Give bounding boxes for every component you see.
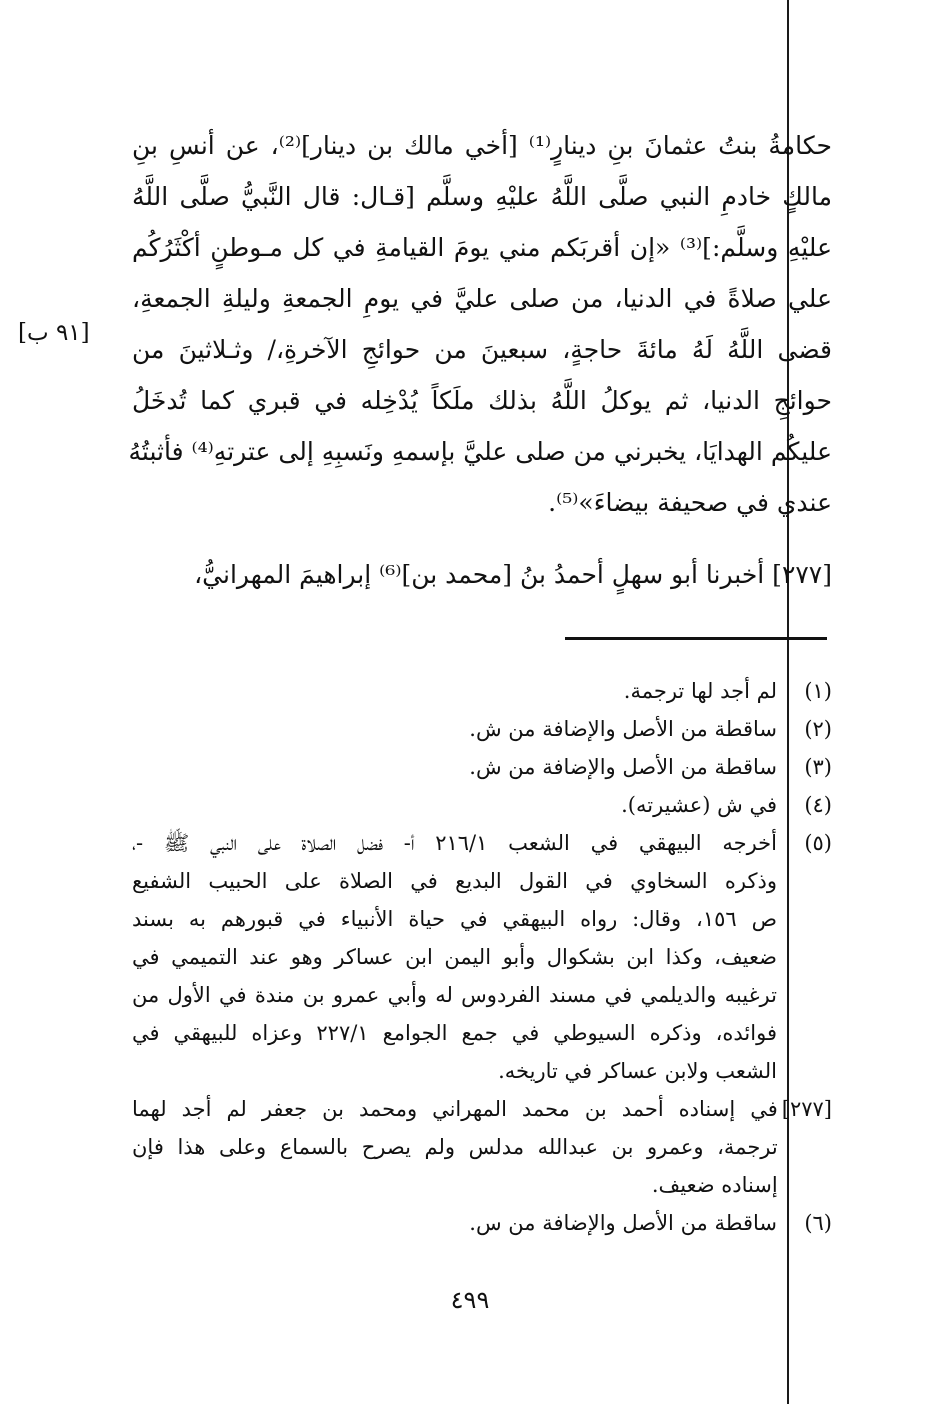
- main-text-line: عليكُم الهدايَا، يخبرني من صلى عليَّ بإسمهِ ونَسبِهِ إلى عترتهِ⁽⁴⁾ فأثبتُهُ: [128, 437, 832, 466]
- main-text-line: عندي في صحيفة بيضاءَ»⁽⁵⁾.: [548, 488, 832, 517]
- footnote-text: في ش (عشيرته).: [621, 793, 777, 817]
- footnote-3: [132, 748, 832, 786]
- footnote-5: [132, 824, 832, 1090]
- main-text-line: قضى اللَّهُ لَهُ مائةَ حاجةٍ، سبعينَ من حوائجِ الآخرةِ،/ وثـلاثينَ من: [132, 335, 832, 364]
- footnote-text: الشعب ولابن عساكر في تاريخه.: [498, 1059, 777, 1083]
- footnote-number: (٤): [804, 793, 832, 817]
- footnotes-section: [132, 672, 832, 1242]
- footnote-text: ساقطة من الأصل والإضافة من ش.: [469, 755, 777, 779]
- main-text-line: مالكٍ خادمِ النبي صلَّى اللَّهُ عليْهِ وسلَّم [قـال: قال النَّبيُّ صلَّى اللَّهُ: [132, 182, 832, 211]
- footnote-divider: [565, 637, 827, 640]
- main-text-line: حوائجِ الدنيا، ثم يوكلُ اللَّهُ بذلك ملَكاً يُدْخِله في قبري كما تُدخَلُ: [132, 386, 832, 415]
- footnote-number: (١): [804, 679, 832, 703]
- footnote-text: إسناده ضعيف.: [651, 1173, 778, 1197]
- footnote-text: لم أجد لها ترجمة.: [623, 679, 777, 703]
- footnote-2: [132, 710, 832, 748]
- footnote-4: [132, 786, 832, 824]
- footnote-number: (٣): [804, 755, 832, 779]
- footnote-text: ص ١٥٦، وقال: رواه البيهقي في حياة الأنبياء في قبورهم به بسند: [132, 907, 777, 931]
- footnote-number: (٥): [804, 831, 832, 855]
- footnote-1: [132, 672, 832, 710]
- footnote-number: [٢٧٧]: [781, 1097, 832, 1121]
- footnote-text: ترغيبه والديلمي في مسند الفردوس له وأبي عمرو بن مندة في الأول من: [132, 983, 777, 1007]
- footnote-text: أخرجه البيهقي في الشعب ٢١٦/١ أ- فضل الصلاة على النبي ﷺ -،: [132, 831, 777, 855]
- footnote-text: ترجمة، وعمرو بن عبدالله مدلس ولم يصرح بالسماع وعلى هذا فإن: [132, 1135, 778, 1159]
- page-number: ٤٩٩: [450, 1286, 490, 1314]
- footnote-number: (٦): [804, 1211, 832, 1235]
- footnote-text: ساقطة من الأصل والإضافة من ش.: [469, 717, 777, 741]
- footnote-text: ضعيف، وكذا ابن بشكوال وأبو اليمن ابن عساكر وهو عند التميمي في: [132, 945, 777, 969]
- footnote-277: [132, 1090, 832, 1204]
- footnote-number: (٢): [804, 717, 832, 741]
- main-text-block: [128, 120, 832, 528]
- footnote-text: ساقطة من الأصل والإضافة من س.: [469, 1211, 777, 1235]
- main-text-line: حكامةُ بنتُ عثمانَ بنِ دينارٍ⁽¹⁾ [أخي مالك بن دينار]⁽²⁾، عن أنسِ بنِ: [132, 131, 832, 160]
- folio-side-reference: [٩١ ب]: [18, 320, 90, 346]
- hadith-277-start: [٢٧٧] أخبرنا أبو سهلٍ أحمدُ بنُ [محمد بن]⁽⁶⁾ إبراهيمَ المهرانيُّ،: [194, 560, 832, 589]
- footnote-text: فوائده، وذكره السيوطي في جمع الجوامع ٢٢٧/١ وعزاه للبيهقي في: [132, 1021, 777, 1045]
- footnote-text: في إسناده أحمد بن محمد المهراني ومحمد بن جعفر لم أجد لهما: [132, 1097, 778, 1121]
- footnote-text: وذكره السخاوي في القول البديع في الصلاة على الحبيب الشفيع: [132, 869, 777, 893]
- main-text-line: علي صلاةً في الدنيا، من صلى عليَّ في يومِ الجمعةِ وليلةِ الجمعةِ،: [132, 284, 832, 313]
- main-text-line: عليْهِ وسلَّم:]⁽³⁾ «إن أقربَكم مني يومَ القيامةِ في كل مـوطنٍ أكْثَرُكُم: [132, 233, 832, 262]
- footnote-6: [132, 1204, 832, 1242]
